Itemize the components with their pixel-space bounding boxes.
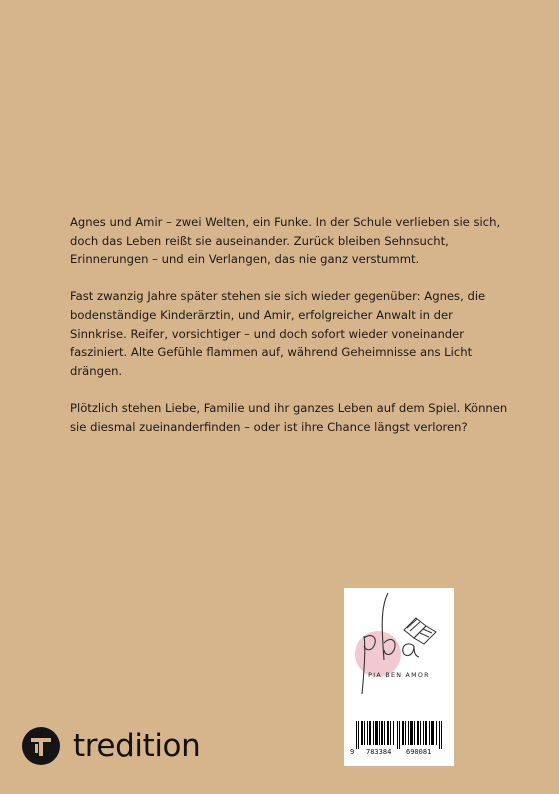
back-cover-blurb [70, 213, 510, 455]
isbn-barcode [350, 721, 448, 749]
open-book-icon [404, 618, 436, 644]
publisher-name: tredition [73, 728, 201, 764]
tredition-logo-icon [22, 727, 60, 765]
author-logo-barcode-card [344, 588, 454, 766]
blurb-paragraph-3: Plötzlich stehen Liebe, Familie und ihr ganzes Leben auf dem Spiel. Können sie diesmal zueinanderfinden – oder ist ihre Chance längst verloren? [70, 400, 508, 434]
isbn-first-digit: 9 [350, 748, 355, 756]
author-name: PIA BEN AMOR [368, 672, 430, 679]
author-logo [344, 588, 454, 698]
blurb-paragraph-1: Agnes und Amir – zwei Welten, ein Funke. In der Schule verlieben sie sich, doch das Leben reißt sie auseinander. Zurück bleiben Sehnsucht, Erinnerungen – und ein Verlangen, das nie ganz verstummt. [70, 215, 501, 267]
blurb-paragraph-2: Fast zwanzig Jahre später stehen sie sich wieder gegenüber: Agnes, die bodenständige Kinderärztin, und Amir, erfolgreicher Anwalt in der Sinnkrise. Reifer, vorsichtiger – und doch sofort wieder voneinander fasziniert. Alte Gefühle flammen auf, während Geheimnisse ans Licht drängen. [70, 289, 486, 378]
publisher-logo [22, 726, 200, 766]
logo-pink-circle [355, 631, 401, 677]
isbn-left-group: 783384 [366, 748, 392, 756]
isbn-right-group: 690081 [406, 748, 432, 756]
